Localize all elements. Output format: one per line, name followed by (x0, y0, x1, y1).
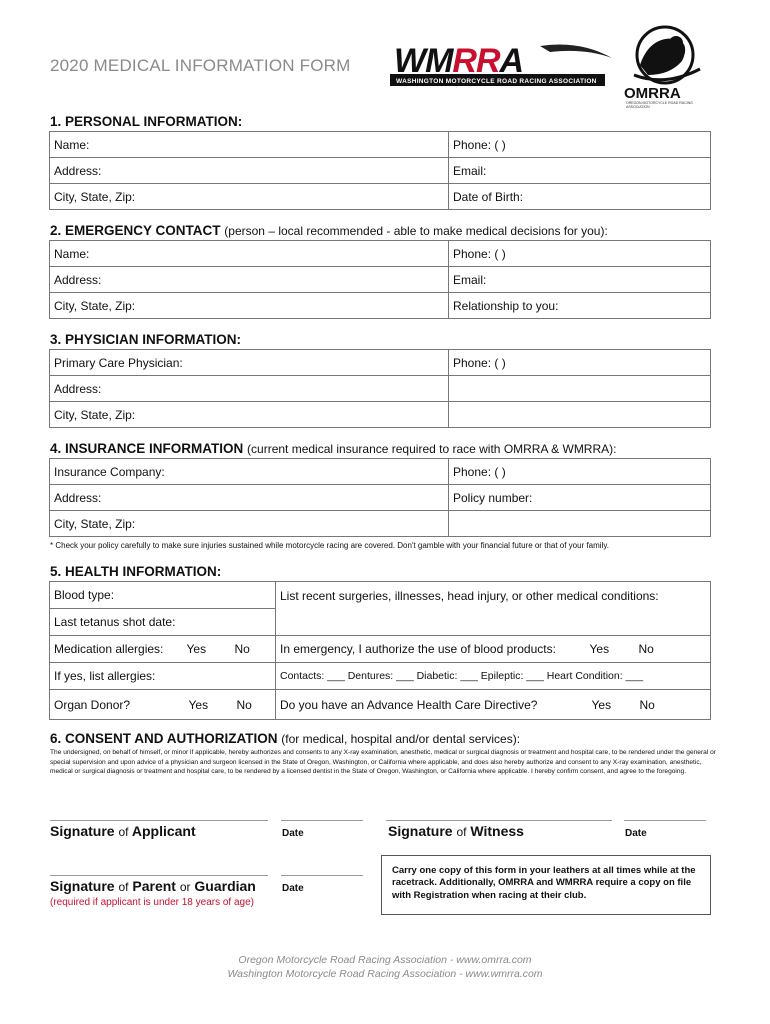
omrra-logo: OMRRA OREGON MOTORCYCLE ROAD RACING ASSOCIATION (620, 25, 710, 107)
personal-city-field[interactable]: City, State, Zip: (50, 184, 449, 210)
consent-text: The undersigned, on behalf of himself, or minor if applicable, hereby authorizes and consents to any X-ray examination, anesthetic, medical or surgical diagnosis or treatment and hospital care, to be rendered under the general or special supervision and upon advice of a physician and surgeon licensed in the State of Oregon, Washington, or California where applicable, and does also hereby authorize and consent to any X-ray examination, anesthetic, medical or surgical diagnosis or treatment and hospital care, to be rendered by a licensed dentist in the State of Oregon, Washington, or California where applicable. I hereby confirm consent, and agree to the foregoing. (50, 749, 716, 776)
emergency-city-field[interactable]: City, State, Zip: (50, 293, 449, 319)
med-allergies-no[interactable]: No (234, 642, 250, 656)
directive-yes[interactable]: Yes (591, 697, 612, 712)
surgeries-field[interactable]: List recent surgeries, illnesses, head injury, or other medical conditions: (276, 582, 711, 636)
physician-primary-field[interactable]: Primary Care Physician: (50, 350, 449, 376)
personal-phone-field[interactable]: Phone: ( ) (449, 132, 711, 158)
insurance-blank-cell (449, 511, 711, 537)
applicant-date-label: Date (282, 828, 304, 839)
emergency-relationship-field[interactable]: Relationship to you: (449, 293, 711, 319)
insurance-policy-field[interactable]: Policy number: (449, 485, 711, 511)
witness-date-line[interactable] (624, 820, 706, 821)
wmrra-logo: WMRRA WASHINGTON MOTORCYCLE ROAD RACING ASSOCIATION (390, 38, 615, 94)
list-allergies-field[interactable]: If yes, list allergies: (50, 663, 276, 690)
emergency-phone-field[interactable]: Phone: ( ) (449, 241, 711, 267)
parent-signature-label: Signature of Parent or Guardian (50, 878, 256, 894)
form-title: 2020 MEDICAL INFORMATION FORM (50, 56, 351, 75)
personal-name-field[interactable]: Name: (50, 132, 449, 158)
parent-date-line[interactable] (281, 875, 363, 876)
personal-dob-field[interactable]: Date of Birth: (449, 184, 711, 210)
personal-email-field[interactable]: Email: (449, 158, 711, 184)
footer-omrra: Oregon Motorcycle Road Racing Association - www.omrra.com (238, 954, 532, 966)
physician-table (49, 349, 711, 428)
emergency-table (49, 240, 711, 319)
physician-blank-cell-2 (449, 402, 711, 428)
health-table (49, 581, 711, 720)
footer-wmrra: Washington Motorcycle Road Racing Association - www.wmrra.com (227, 968, 543, 980)
consent-section-title: 6. CONSENT AND AUTHORIZATION (for medical, hospital and/or dental services): (50, 731, 521, 746)
medication-allergies-field[interactable]: Medication allergies: Yes No (50, 636, 276, 663)
parent-date-label: Date (282, 883, 304, 894)
physician-city-field[interactable]: City, State, Zip: (50, 402, 449, 428)
witness-date-label: Date (625, 828, 647, 839)
blood-type-field[interactable]: Blood type: (50, 582, 276, 609)
witness-signature-label: Signature of Witness (388, 823, 524, 839)
applicant-date-line[interactable] (281, 820, 363, 821)
directive-no[interactable]: No (639, 697, 655, 712)
emergency-email-field[interactable]: Email: (449, 267, 711, 293)
organ-donor-field[interactable]: Organ Donor? Yes No (50, 690, 276, 720)
emergency-name-field[interactable]: Name: (50, 241, 449, 267)
med-allergies-yes[interactable]: Yes (186, 642, 207, 656)
health-section-title: 5. HEALTH INFORMATION: (50, 564, 222, 579)
applicant-signature-label: Signature of Applicant (50, 823, 196, 839)
blood-products-no[interactable]: No (638, 642, 654, 656)
personal-table (49, 131, 711, 210)
blood-products-field[interactable]: In emergency, I authorize the use of blood products: Yes No (276, 636, 711, 663)
directive-field[interactable]: Do you have an Advance Health Care Directive? Yes No (276, 690, 711, 720)
physician-address-field[interactable]: Address: (50, 376, 449, 402)
physician-section-title: 3. PHYSICIAN INFORMATION: (50, 332, 242, 347)
guardian-required-note: (required if applicant is under 18 years of age) (50, 897, 255, 908)
physician-phone-field[interactable]: Phone: ( ) (449, 350, 711, 376)
parent-signature-line[interactable] (50, 875, 268, 876)
insurance-section-title: 4. INSURANCE INFORMATION (current medical insurance required to race with OMRRA & WMRRA): (50, 441, 617, 456)
insurance-company-field[interactable]: Insurance Company: (50, 459, 449, 485)
conditions-field[interactable]: Contacts: ___ Dentures: ___ Diabetic: ___ Epileptic: ___ Heart Condition: ___ (276, 663, 711, 690)
tetanus-field[interactable]: Last tetanus shot date: (50, 609, 276, 636)
organ-donor-no[interactable]: No (236, 697, 252, 712)
insurance-phone-field[interactable]: Phone: ( ) (449, 459, 711, 485)
insurance-table (49, 458, 711, 537)
personal-section-title: 1. PERSONAL INFORMATION: (50, 114, 243, 129)
emergency-address-field[interactable]: Address: (50, 267, 449, 293)
carry-copy-notice: Carry one copy of this form in your leathers at all times while at the racetrack. Additionally, OMRRA and WMRRA require a copy on file with Registration when racing at their club. (381, 855, 711, 915)
personal-address-field[interactable]: Address: (50, 158, 449, 184)
applicant-signature-line[interactable] (50, 820, 268, 821)
witness-signature-line[interactable] (386, 820, 612, 821)
physician-blank-cell (449, 376, 711, 402)
insurance-footnote: * Check your policy carefully to make sure injuries sustained while motorcycle racing are covered. Don't gamble with your financial future or that of your family. (50, 541, 609, 550)
emergency-section-title: 2. EMERGENCY CONTACT (person – local recommended - able to make medical decisions for you): (50, 223, 608, 238)
insurance-city-field[interactable]: City, State, Zip: (50, 511, 449, 537)
blood-products-yes[interactable]: Yes (589, 642, 610, 656)
organ-donor-yes[interactable]: Yes (188, 697, 209, 712)
insurance-address-field[interactable]: Address: (50, 485, 449, 511)
